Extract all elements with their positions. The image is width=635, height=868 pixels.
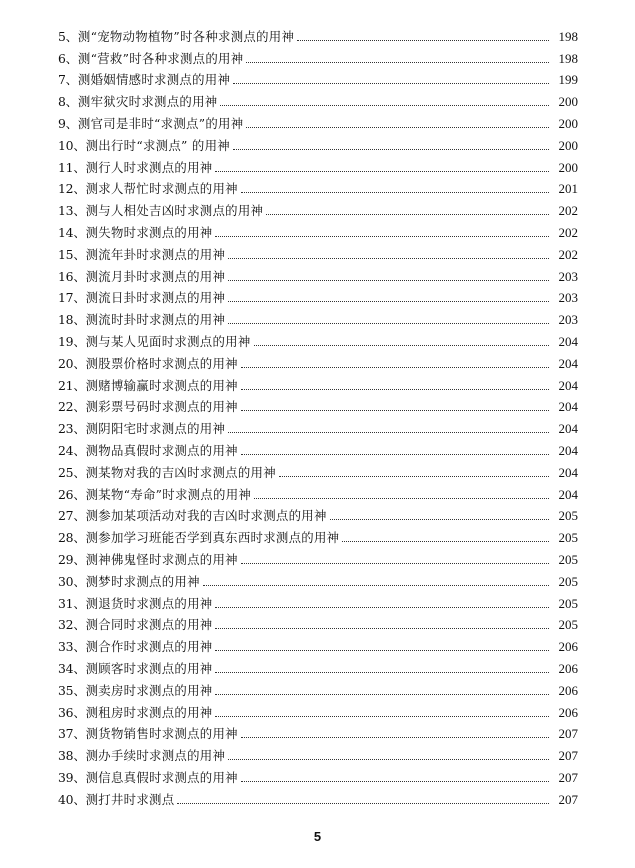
toc-entry (58, 436, 578, 458)
toc-entry-number: 35、 (58, 682, 86, 698)
toc-entry-page: 205 (558, 551, 578, 567)
toc-entry-page: 200 (558, 159, 578, 175)
toc-entry-page: 204 (558, 464, 578, 480)
toc-entry-title: 测与某人见面时求测点的用神 (85, 333, 251, 349)
dot-leader (254, 497, 549, 499)
toc-entry-page: 200 (558, 94, 578, 110)
toc-entry (58, 589, 578, 611)
toc-entry-number: 23、 (58, 421, 86, 437)
toc-entry-number: 28、 (58, 530, 86, 546)
toc-entry-number: 27、 (58, 508, 86, 524)
toc-entry (58, 741, 578, 763)
toc-entry-number: 31、 (58, 595, 86, 611)
dot-leader (228, 431, 549, 433)
toc-entry-page: 206 (558, 660, 578, 676)
toc-entry-title: 测物品真假时求测点的用神 (85, 442, 238, 458)
toc-entry-number: 5、 (58, 28, 78, 44)
toc-entry (58, 458, 578, 480)
toc-entry (58, 611, 578, 633)
toc-entry-page: 205 (558, 573, 578, 589)
toc-entry-title: 测股票价格时求测点的用神 (85, 355, 238, 371)
toc-entry-title: 测求人帮忙时求测点的用神 (85, 181, 238, 197)
toc-entry-page: 207 (558, 726, 578, 742)
dot-leader (215, 649, 549, 651)
dot-leader (177, 802, 549, 804)
dot-leader (241, 736, 549, 738)
toc-entry-title: 测参加学习班能否学到真东西时求测点的用神 (85, 530, 340, 546)
toc-entry-title: 测流日卦时求测点的用神 (85, 290, 226, 306)
toc-entry-page: 205 (558, 508, 578, 524)
toc-entry-title: 测阴阳宅时求测点的用神 (85, 421, 226, 437)
dot-leader (203, 584, 549, 586)
toc-entry (58, 480, 578, 502)
toc-entry-title: 测信息真假时求测点的用神 (85, 769, 238, 785)
toc-entry (58, 284, 578, 306)
toc-entry (58, 349, 578, 371)
toc-entry-title: 测顾客时求测点的用神 (85, 660, 213, 676)
toc-entry-title: 测流年卦时求测点的用神 (85, 246, 226, 262)
toc-entry (58, 109, 578, 131)
toc-entry-page: 205 (558, 530, 578, 546)
toc-entry-number: 30、 (58, 573, 86, 589)
toc-entry-page: 198 (558, 50, 578, 66)
dot-leader (342, 540, 549, 542)
toc-entry (58, 393, 578, 415)
dot-leader (215, 671, 549, 673)
toc-entry-title: 测流时卦时求测点的用神 (85, 312, 226, 328)
toc-entry-page: 206 (558, 682, 578, 698)
toc-entry-number: 36、 (58, 704, 86, 720)
toc-entry (58, 87, 578, 109)
dot-leader (228, 279, 549, 281)
dot-leader (228, 322, 549, 324)
page-number: 5 (313, 829, 322, 844)
toc-entry (58, 654, 578, 676)
toc-entry-number: 40、 (58, 791, 86, 807)
toc-entry-title: 测某物对我的吉凶时求测点的用神 (85, 464, 276, 480)
toc-entry-number: 22、 (58, 399, 86, 415)
toc-entry-number: 26、 (58, 486, 86, 502)
toc-entry-number: 7、 (58, 72, 78, 88)
toc-entry (58, 262, 578, 284)
dot-leader (228, 257, 549, 259)
toc-entry-page: 203 (558, 290, 578, 306)
toc-entry-page: 203 (558, 268, 578, 284)
toc-entry (58, 44, 578, 66)
toc-entry-page: 204 (558, 377, 578, 393)
toc-entry (58, 305, 578, 327)
toc-entry-page: 205 (558, 617, 578, 633)
toc-entry-title: 测卖房时求测点的用神 (85, 682, 213, 698)
toc-entry-number: 20、 (58, 355, 86, 371)
toc-entry-page: 203 (558, 312, 578, 328)
toc-entry-title: 测失物时求测点的用神 (85, 224, 213, 240)
toc-entry-number: 32、 (58, 617, 86, 633)
toc-entry (58, 720, 578, 742)
dot-leader (241, 562, 549, 564)
toc-entry-number: 9、 (58, 115, 78, 131)
toc-entry-page: 207 (558, 791, 578, 807)
table-of-contents (58, 22, 578, 807)
toc-entry (58, 502, 578, 524)
toc-entry-number: 11、 (58, 159, 86, 175)
dot-leader (241, 191, 549, 193)
toc-entry-title: 测流月卦时求测点的用神 (85, 268, 226, 284)
toc-entry-page: 205 (558, 595, 578, 611)
toc-entry-title: 测梦时求测点的用神 (85, 573, 200, 589)
dot-leader (220, 104, 549, 106)
toc-entry-title: 测货物销售时求测点的用神 (85, 726, 238, 742)
dot-leader (228, 300, 549, 302)
toc-entry-page: 207 (558, 769, 578, 785)
toc-entry-number: 38、 (58, 748, 86, 764)
dot-leader (228, 758, 549, 760)
toc-entry-title: 测彩票号码时求测点的用神 (85, 399, 238, 415)
dot-leader (246, 126, 549, 128)
dot-leader (215, 715, 549, 717)
toc-entry (58, 763, 578, 785)
toc-entry-title: 测牢狱灾时求测点的用神 (77, 94, 218, 110)
toc-entry-number: 8、 (58, 94, 78, 110)
dot-leader (254, 344, 549, 346)
toc-entry-page: 204 (558, 355, 578, 371)
toc-entry (58, 175, 578, 197)
dot-leader (241, 409, 549, 411)
toc-entry-title: 测合作时求测点的用神 (85, 639, 213, 655)
toc-entry-title: 测行人时求测点的用神 (85, 159, 213, 175)
dot-leader (241, 366, 549, 368)
toc-entry-number: 10、 (58, 137, 86, 153)
toc-entry-page: 200 (558, 115, 578, 131)
toc-entry (58, 567, 578, 589)
dot-leader (330, 518, 549, 520)
toc-entry-title: 测出行时“求测点” 的用神 (85, 137, 230, 153)
toc-entry-title: 测婚姻情感时求测点的用神 (77, 72, 231, 88)
toc-entry (58, 414, 578, 436)
toc-entry-title: 测某物“寿命”时求测点的用神 (85, 486, 252, 502)
toc-entry (58, 632, 578, 654)
toc-entry-number: 19、 (58, 333, 86, 349)
toc-entry-title: 测办手续时求测点的用神 (85, 748, 226, 764)
dot-leader (241, 388, 549, 390)
toc-entry-page: 202 (558, 224, 578, 240)
toc-entry (58, 785, 578, 807)
dot-leader (215, 627, 549, 629)
toc-entry-number: 25、 (58, 464, 86, 480)
toc-entry-page: 199 (558, 72, 578, 88)
toc-entry (58, 22, 578, 44)
toc-entry-number: 14、 (58, 224, 86, 240)
toc-entry-number: 29、 (58, 551, 86, 567)
toc-entry-number: 34、 (58, 660, 86, 676)
toc-entry-title: 测退货时求测点的用神 (85, 595, 213, 611)
toc-entry-page: 206 (558, 704, 578, 720)
toc-entry-number: 33、 (58, 639, 86, 655)
toc-entry (58, 240, 578, 262)
toc-entry-number: 24、 (58, 442, 86, 458)
dot-leader (241, 780, 549, 782)
dot-leader (233, 148, 549, 150)
toc-entry-number: 18、 (58, 312, 86, 328)
dot-leader (233, 82, 549, 84)
dot-leader (266, 213, 549, 215)
toc-entry (58, 131, 578, 153)
dot-leader (215, 235, 549, 237)
toc-entry (58, 196, 578, 218)
toc-entry-number: 16、 (58, 268, 86, 284)
toc-entry-page: 204 (558, 399, 578, 415)
toc-entry-number: 12、 (58, 181, 86, 197)
toc-entry-number: 15、 (58, 246, 86, 262)
toc-entry-title: 测赌博输赢时求测点的用神 (85, 377, 238, 393)
toc-entry-page: 202 (558, 203, 578, 219)
dot-leader (246, 61, 549, 63)
toc-entry (58, 698, 578, 720)
toc-entry-number: 39、 (58, 769, 86, 785)
toc-entry-title: 测官司是非时“求测点”的用神 (77, 115, 244, 131)
toc-entry-number: 17、 (58, 290, 86, 306)
dot-leader (279, 475, 549, 477)
dot-leader (215, 606, 549, 608)
toc-entry-number: 21、 (58, 377, 86, 393)
toc-entry-page: 201 (558, 181, 578, 197)
toc-entry-page: 206 (558, 639, 578, 655)
toc-entry (58, 153, 578, 175)
dot-leader (215, 170, 549, 172)
toc-entry-title: 测打井时求测点 (85, 791, 175, 807)
dot-leader (297, 39, 549, 41)
toc-entry-page: 204 (558, 442, 578, 458)
toc-entry-title: 测租房时求测点的用神 (85, 704, 213, 720)
toc-entry (58, 545, 578, 567)
toc-entry (58, 66, 578, 88)
toc-entry-number: 37、 (58, 726, 86, 742)
toc-entry-page: 204 (558, 333, 578, 349)
toc-entry-title: 测与人相处吉凶时求测点的用神 (85, 203, 264, 219)
toc-entry-page: 198 (558, 28, 578, 44)
toc-entry-page: 204 (558, 421, 578, 437)
toc-entry-page: 202 (558, 246, 578, 262)
toc-entry-number: 13、 (58, 203, 86, 219)
toc-entry-number: 6、 (58, 50, 78, 66)
toc-entry (58, 218, 578, 240)
dot-leader (215, 693, 549, 695)
toc-entry-title: 测神佛鬼怪时求测点的用神 (85, 551, 238, 567)
toc-entry-title: 测参加某项活动对我的吉凶时求测点的用神 (85, 508, 327, 524)
toc-entry-title: 测“宠物动物植物”时各种求测点的用神 (77, 28, 295, 44)
toc-entry-title: 测合同时求测点的用神 (85, 617, 213, 633)
toc-entry-page: 200 (558, 137, 578, 153)
dot-leader (241, 453, 549, 455)
toc-entry (58, 676, 578, 698)
toc-entry (58, 523, 578, 545)
toc-entry-title: 测“营救”时各种求测点的用神 (77, 50, 244, 66)
toc-entry-page: 204 (558, 486, 578, 502)
toc-entry (58, 327, 578, 349)
toc-entry-page: 207 (558, 748, 578, 764)
toc-entry (58, 371, 578, 393)
